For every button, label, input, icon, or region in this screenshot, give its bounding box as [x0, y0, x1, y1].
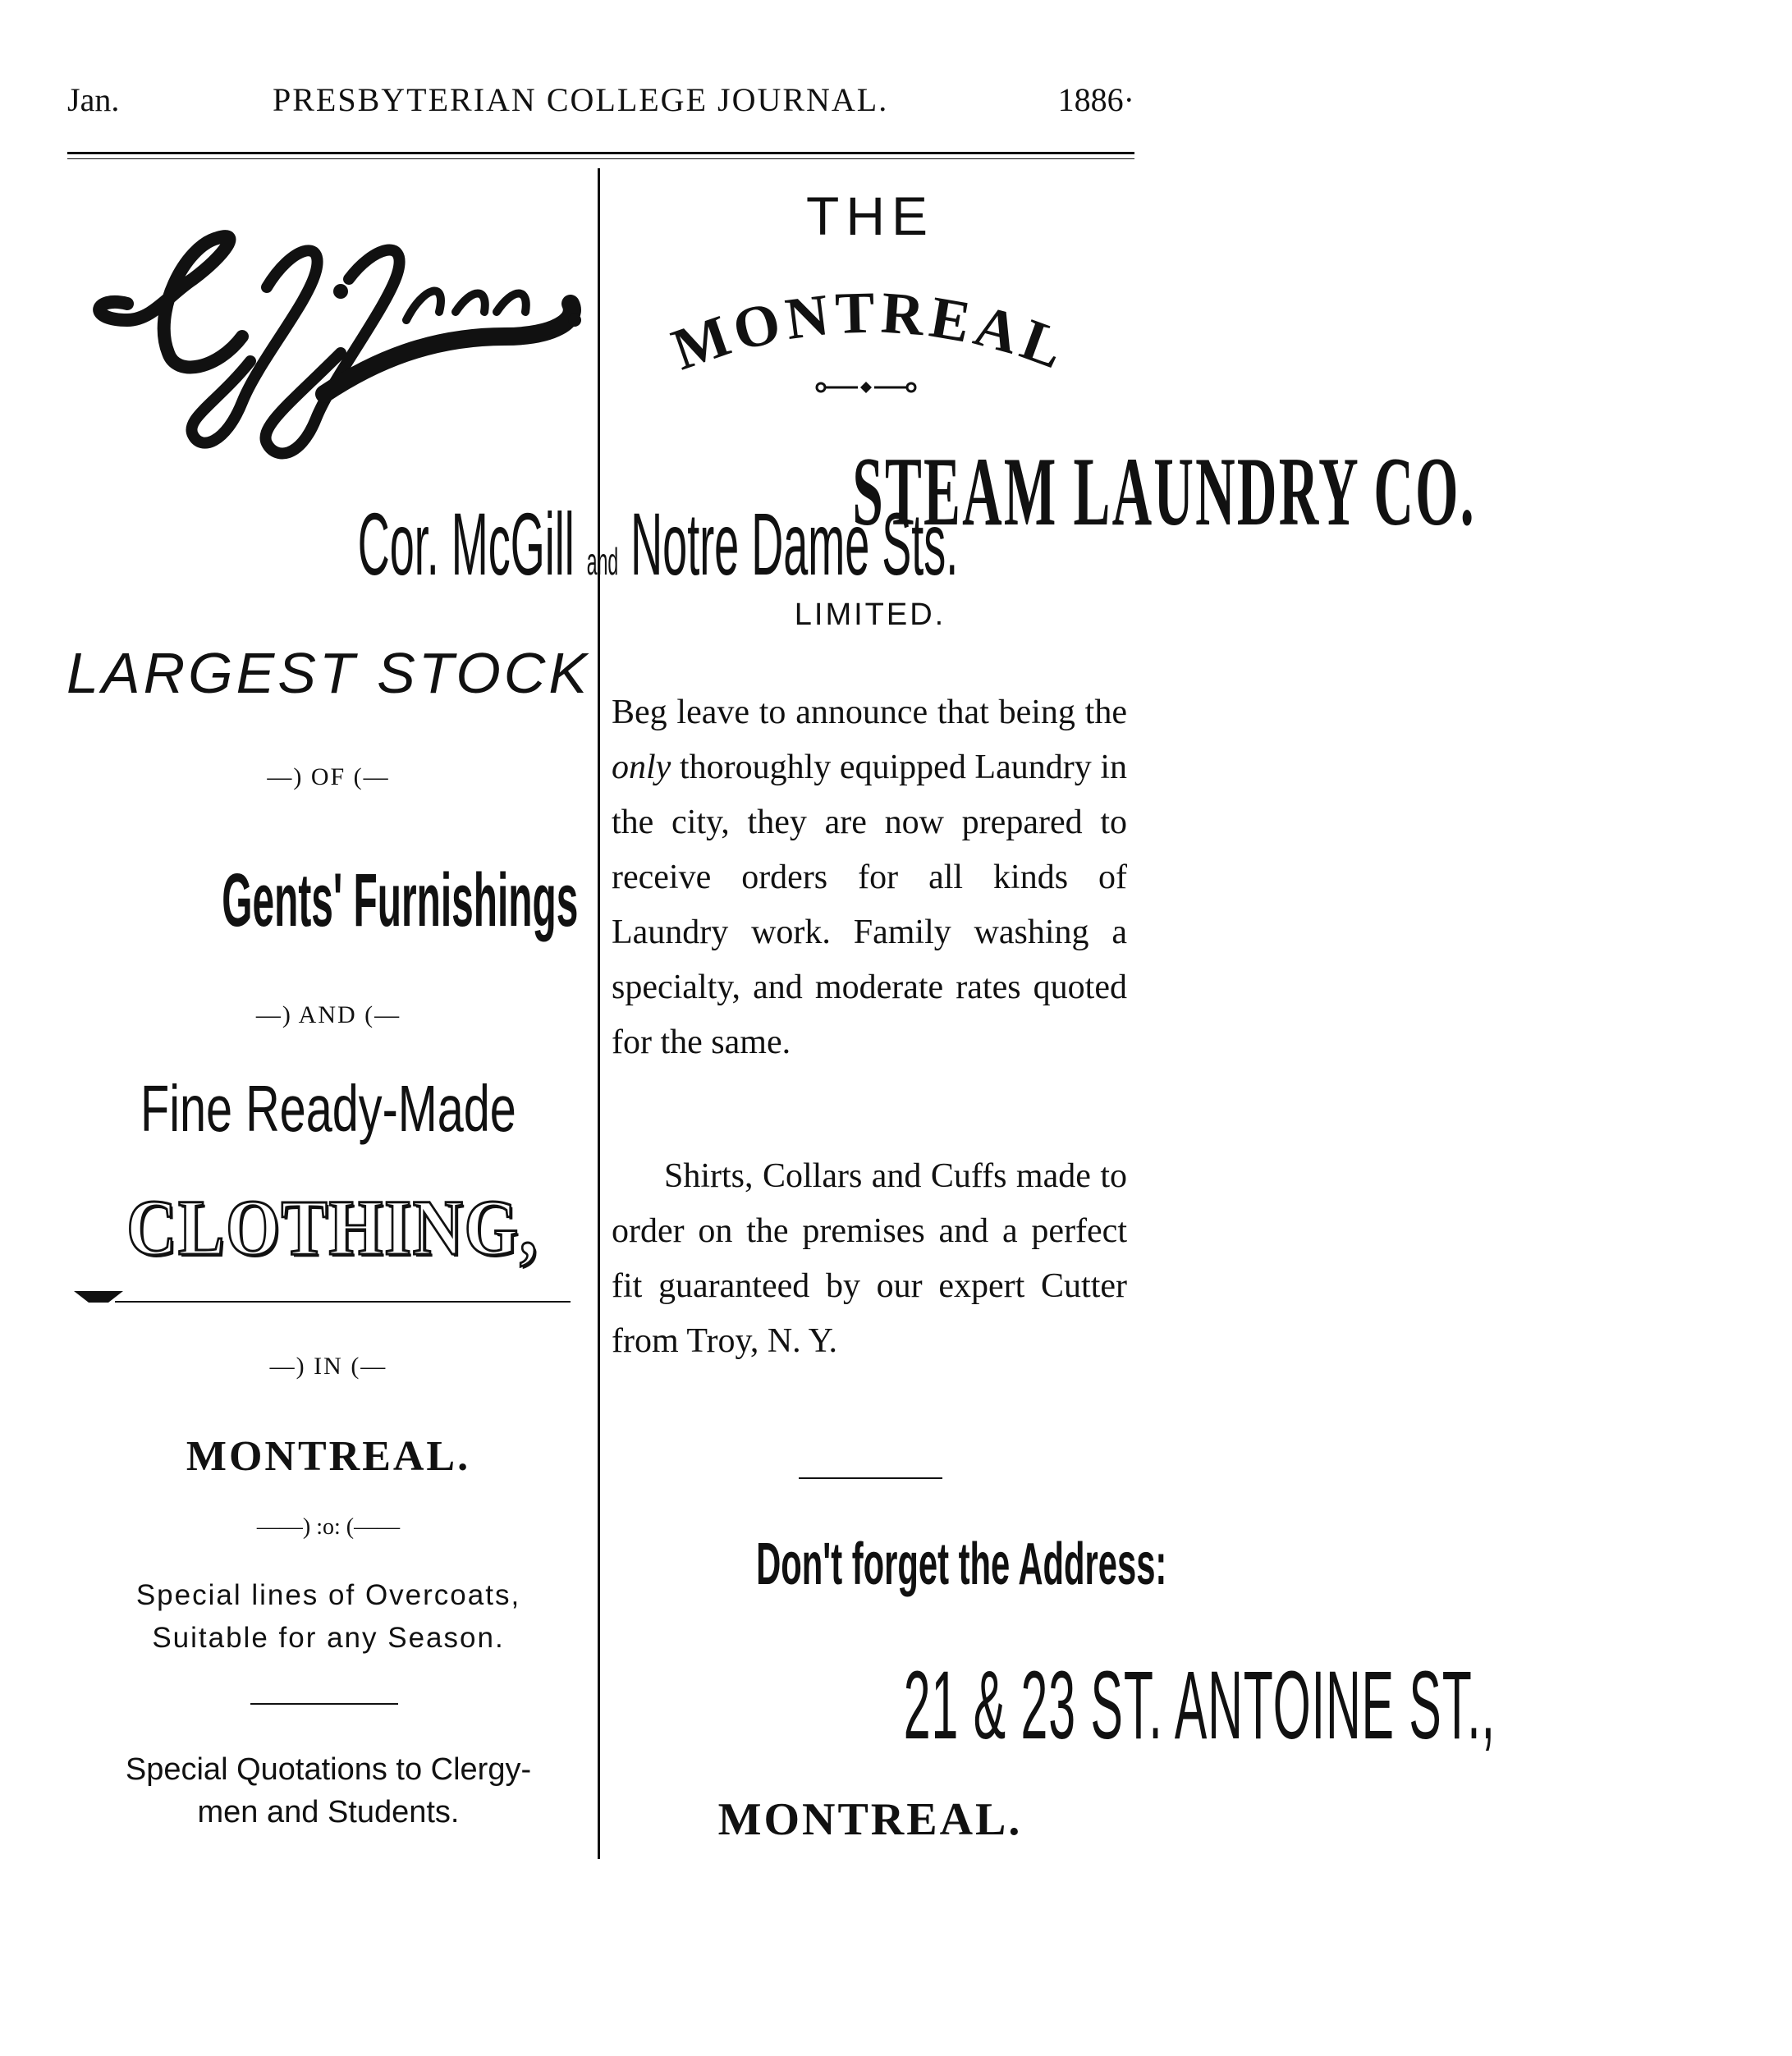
quotations-line-2: men and Students.: [197, 1795, 460, 1829]
arc-title-text: MONTREAL: [663, 279, 1077, 383]
largest-stock-heading: LARGEST STOCK: [66, 641, 591, 705]
special-lines-line-1: Special lines of Overcoats,: [135, 1579, 521, 1611]
in-connector: —) IN (—: [269, 1353, 387, 1380]
quotations-line-1: Special Quotations to Clergy-: [125, 1752, 532, 1787]
p1-end: thoroughly equipped Laundry in the city, they are now prepared to receive orders for all kinds of Laundry work. Family washing a specialty, and moderate rates quoted for the same.: [612, 749, 1127, 1061]
the-heading: THE: [806, 185, 934, 246]
address-text: 21 & 23 ST. ANTOINE ST.,: [903, 1651, 1496, 1760]
header-rule-thick: [67, 152, 1134, 154]
address-part-1: Cor. McGill: [357, 494, 587, 593]
of-connector: —) OF (—: [267, 763, 390, 790]
svg-text:MONTREAL: [664, 280, 1077, 383]
colon-ornament: ——) :o: (——: [256, 1514, 401, 1540]
running-header: [67, 80, 1134, 121]
header-month: Jan.: [67, 81, 120, 118]
street-address: [607, 1650, 1496, 1761]
dont-forget-heading: [607, 1531, 1167, 1598]
gents-furnishings-heading: [57, 858, 599, 944]
steam-laundry-heading: [607, 435, 1476, 548]
p2-text: Shirts, Collars and Cuffs made to order on the premises and a perfect fit guaranteed by our expert Cutter from Troy, N. Y.: [612, 1157, 1127, 1360]
glass-signature-logo: [78, 197, 587, 468]
header-year: 1886·: [1057, 81, 1134, 118]
fine-ready-made-heading: [57, 1071, 599, 1147]
journal-title: PRESBYTERIAN COLLEGE JOURNAL.: [273, 81, 889, 118]
address-line: [57, 492, 959, 595]
steam-text: STEAM LAUNDRY CO.: [852, 437, 1476, 546]
divider-ornament: [813, 379, 919, 396]
right-short-rule: [799, 1477, 942, 1479]
special-lines-line-2: Suitable for any Season.: [152, 1622, 505, 1654]
address-part-2: Notre Dame Sts.: [618, 494, 959, 593]
signature-drawing: [78, 197, 587, 468]
p1-emphasis: only: [612, 749, 671, 786]
p1-start: Beg leave to announce that being the: [612, 694, 1127, 731]
left-short-rule: [250, 1703, 398, 1705]
special-quotations-text: [62, 1748, 595, 1834]
city-left: MONTREAL.: [186, 1433, 471, 1480]
clothing-underline: [115, 1301, 571, 1303]
city-right: MONTREAL.: [717, 1794, 1023, 1845]
header-rule-thin: [67, 158, 1134, 159]
address-and: and: [586, 540, 619, 583]
dont-text: Don't forget the Address:: [756, 1532, 1167, 1597]
clothing-heading: [57, 1182, 607, 1273]
gents-text: Gents' Furnishings: [222, 859, 579, 942]
limited-label: LIMITED.: [794, 598, 946, 632]
special-lines-text: [62, 1574, 595, 1660]
clothing-text: CLOTHING,: [126, 1184, 539, 1271]
announcement-paragraph: [612, 685, 1127, 1070]
and-connector: —) AND (—: [255, 1001, 401, 1028]
shirts-paragraph: [612, 1149, 1127, 1369]
fine-text: Fine Ready-Made: [140, 1072, 516, 1145]
